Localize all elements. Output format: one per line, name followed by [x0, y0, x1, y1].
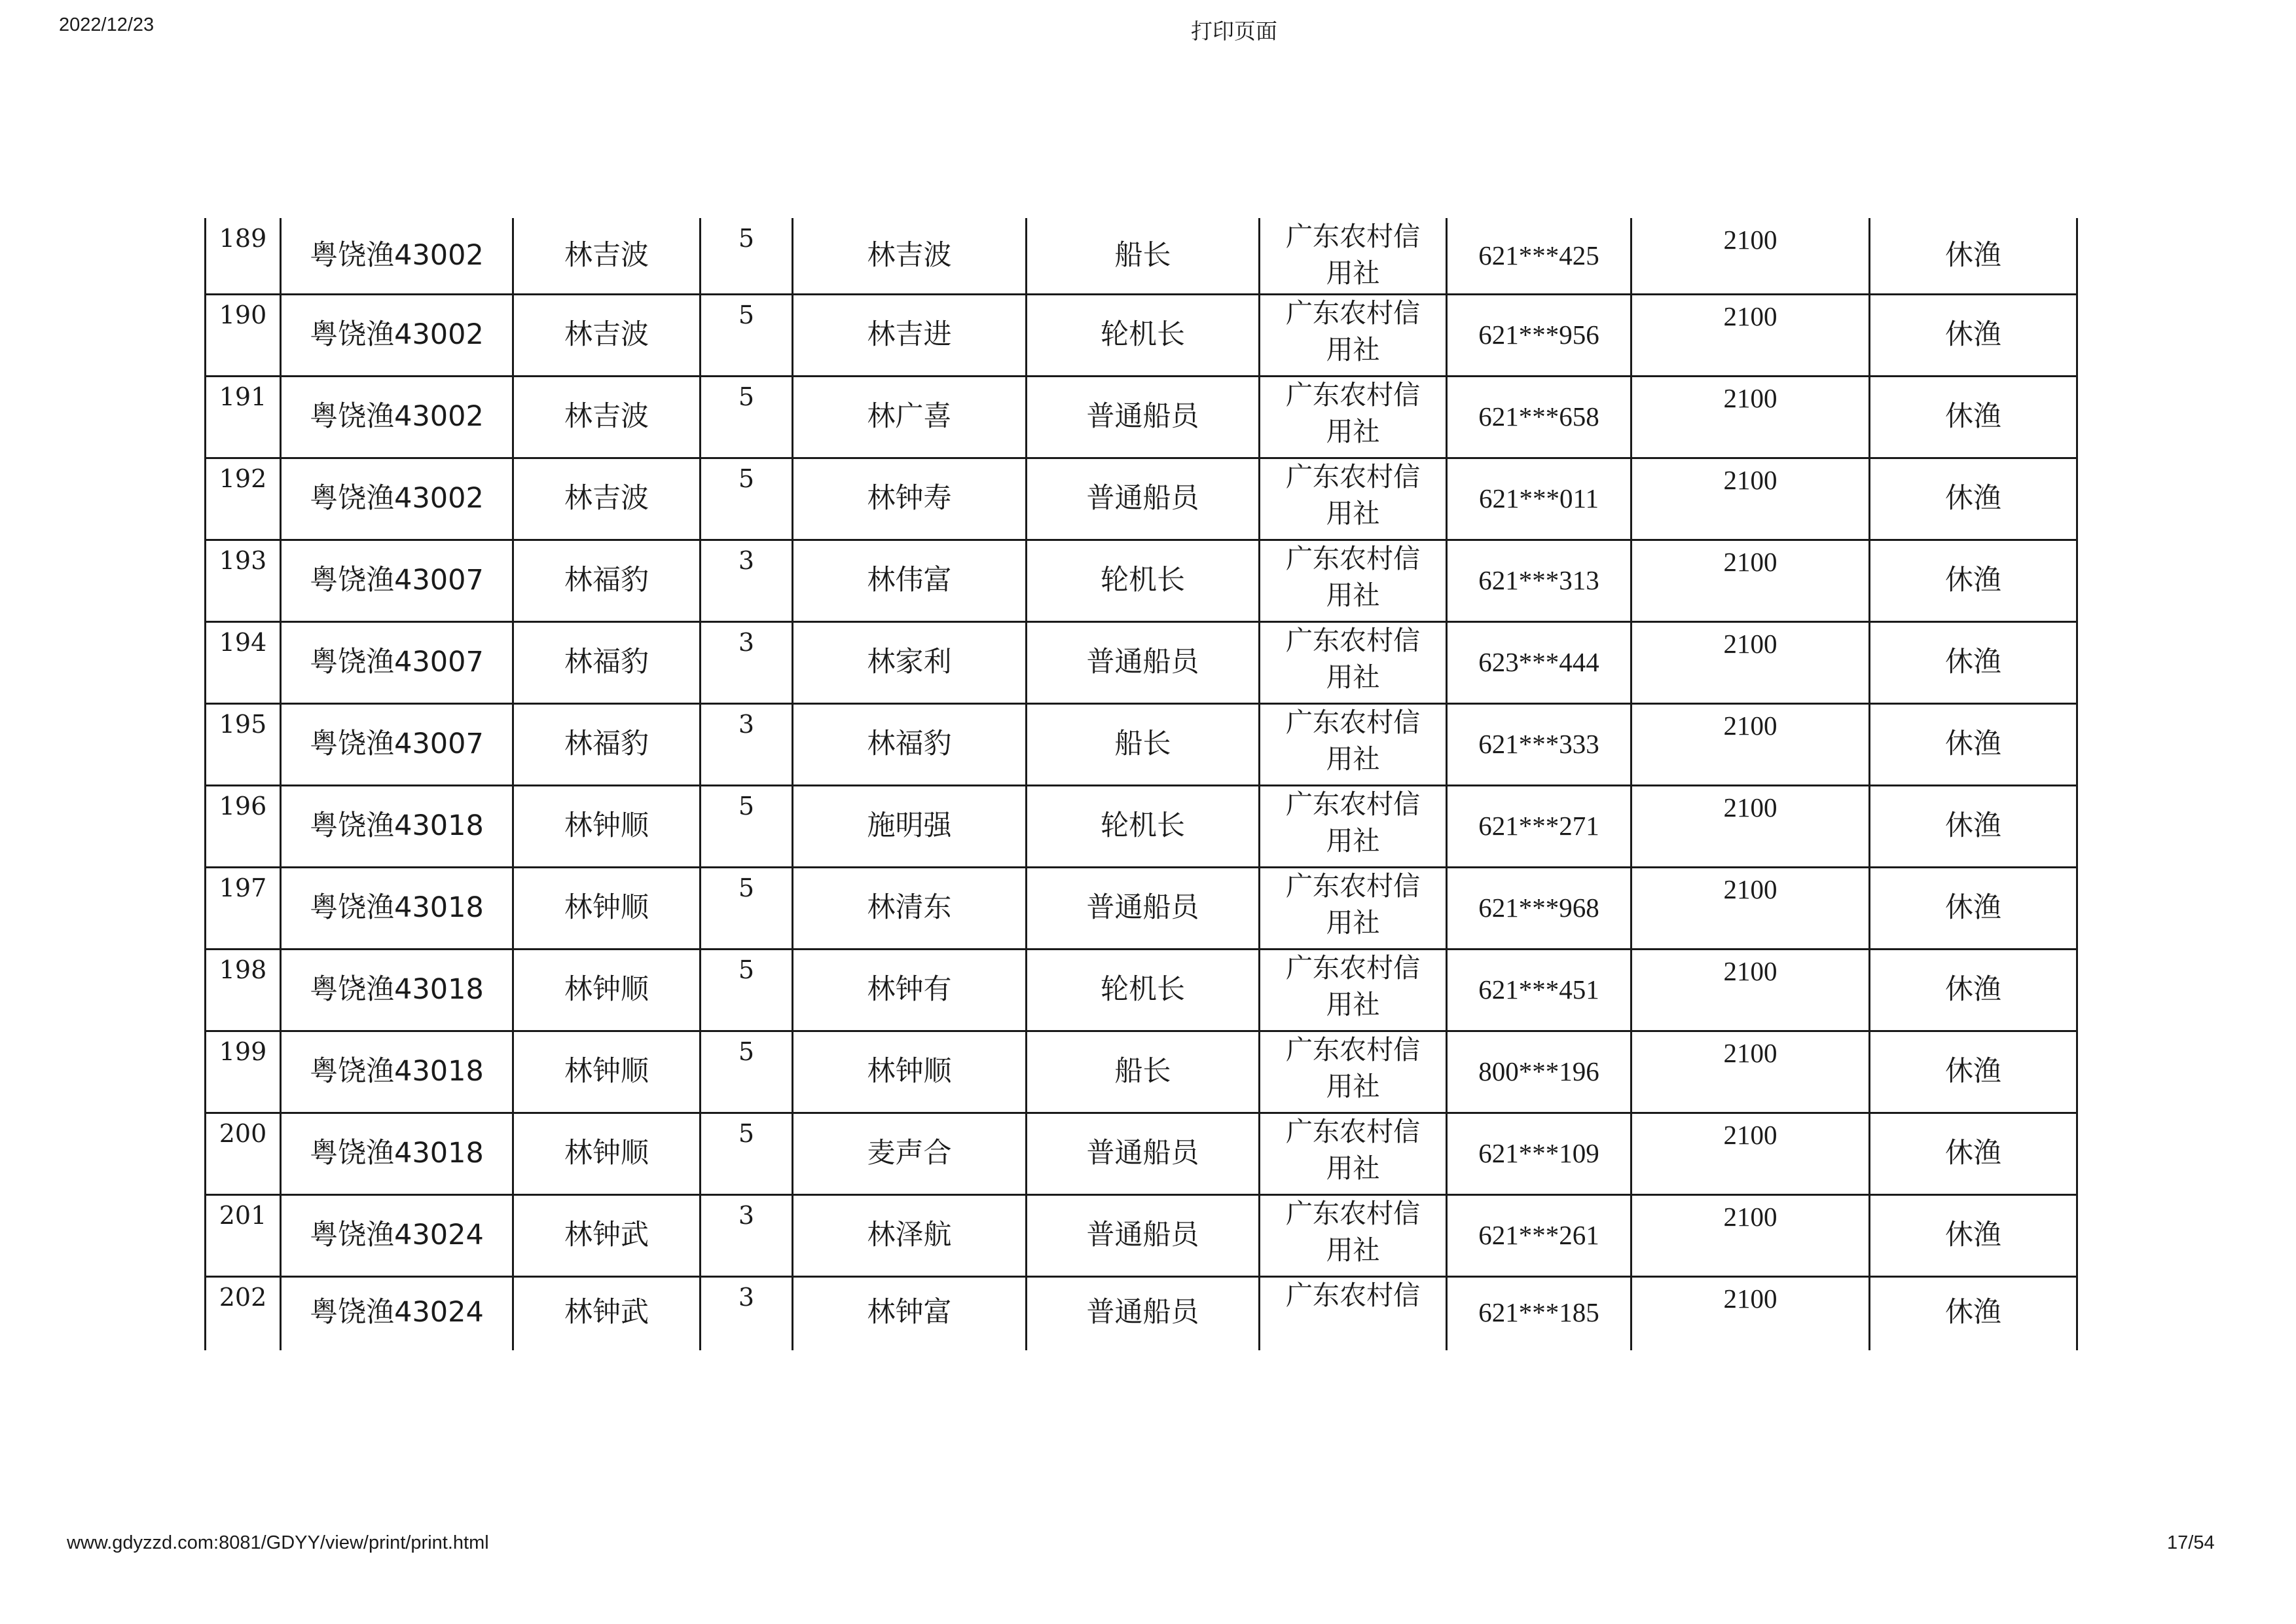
bank-name: 广东农村信用社 [1286, 1116, 1420, 1184]
cell-grade: 5 [738, 464, 755, 493]
bank-name: 广东农村信用社 [1286, 1198, 1420, 1266]
cell-amount: 2100 [1723, 225, 1777, 255]
cell-owner: 林钟顺 [564, 1054, 649, 1088]
table-row [0, 540, 2296, 622]
cell-account: 621***425 [1478, 240, 1599, 270]
cell-grade: 3 [738, 628, 755, 657]
cell-vessel: 粤饶渔43002 [310, 238, 484, 272]
cell-grade: 5 [738, 955, 755, 984]
cell-amount: 2100 [1723, 1202, 1777, 1232]
cell-amount: 2100 [1723, 1120, 1777, 1150]
cell-post: 轮机长 [1101, 318, 1185, 351]
cell-owner: 林钟顺 [564, 809, 649, 842]
cell-account: 621***109 [1478, 1137, 1599, 1168]
cell-bank [1260, 622, 1446, 703]
table-row [0, 868, 2296, 950]
cell-amount: 2100 [1723, 710, 1777, 741]
cell-post: 普通船员 [1086, 481, 1199, 515]
cell-type: 休渔 [1945, 1296, 2001, 1329]
cell-owner: 林吉波 [564, 399, 649, 433]
cell-account: 621***271 [1478, 810, 1599, 841]
cell-name: 林伟富 [867, 563, 952, 597]
cell-no: 193 [219, 546, 267, 575]
table-row [0, 786, 2296, 868]
cell-grade: 5 [738, 792, 755, 821]
bank-name: 广东农村信用社 [1286, 221, 1420, 289]
cell-grade: 5 [738, 224, 755, 253]
cell-account: 621***333 [1478, 728, 1599, 759]
page-number: 17/54 [2167, 1532, 2215, 1553]
cell-grade: 5 [738, 301, 755, 329]
cell-no: 192 [219, 464, 267, 493]
cell-bank [1260, 218, 1446, 293]
cell-type: 休渔 [1945, 727, 2001, 760]
cell-post: 普通船员 [1086, 891, 1199, 924]
cell-bank [1260, 540, 1446, 621]
page-url: www.gdyzzd.com:8081/GDYY/view/print/print.html [67, 1532, 489, 1553]
cell-post: 轮机长 [1101, 972, 1185, 1006]
cell-vessel: 粤饶渔43018 [310, 1054, 484, 1088]
cell-amount: 2100 [1723, 956, 1777, 986]
cell-name: 林吉进 [867, 318, 952, 351]
bank-name: 广东农村信用社 [1286, 707, 1420, 775]
bank-name: 广东农村信用社 [1286, 870, 1420, 938]
cell-account: 621***658 [1478, 401, 1599, 432]
cell-owner: 林福豹 [564, 645, 649, 678]
cell-vessel: 粤饶渔43018 [310, 891, 484, 924]
table-row [0, 1195, 2296, 1277]
bank-name: 广东农村信用社 [1286, 625, 1420, 693]
bank-name: 广东农村信用社 [1286, 1034, 1420, 1102]
bank-name: 广东农村信用社 [1286, 379, 1420, 447]
cell-vessel: 粤饶渔43018 [310, 972, 484, 1006]
cell-amount: 2100 [1723, 792, 1777, 822]
cell-type: 休渔 [1945, 399, 2001, 433]
cell-vessel: 粤饶渔43024 [310, 1218, 484, 1251]
cell-account: 621***968 [1478, 892, 1599, 923]
cell-grade: 3 [738, 1283, 755, 1312]
cell-name: 林泽航 [867, 1218, 952, 1251]
cell-name: 林广喜 [867, 399, 952, 433]
cell-type: 休渔 [1945, 481, 2001, 515]
cell-vessel: 粤饶渔43024 [310, 1296, 484, 1329]
table-row [0, 1031, 2296, 1113]
cell-grade: 3 [738, 710, 755, 739]
table-row [0, 950, 2296, 1031]
cell-post: 轮机长 [1101, 809, 1185, 842]
cell-vessel: 粤饶渔43007 [310, 645, 484, 678]
cell-type: 休渔 [1945, 1218, 2001, 1251]
cell-grade: 5 [738, 382, 755, 411]
cell-grade: 3 [738, 1201, 755, 1230]
cell-grade: 5 [738, 874, 755, 902]
table-row [0, 1113, 2296, 1195]
cell-no: 197 [219, 874, 267, 902]
bank-name: 广东农村信 [1286, 1280, 1420, 1311]
cell-no: 191 [219, 382, 267, 411]
cell-name: 林福豹 [867, 727, 952, 760]
cell-owner: 林福豹 [564, 563, 649, 597]
cell-owner: 林吉波 [564, 318, 649, 351]
cell-name: 林清东 [867, 891, 952, 924]
bank-name: 广东农村信用社 [1286, 952, 1420, 1020]
cell-account: 800***196 [1478, 1056, 1599, 1086]
cell-type: 休渔 [1945, 645, 2001, 678]
cell-no: 199 [219, 1037, 267, 1066]
cell-post: 普通船员 [1086, 1136, 1199, 1170]
cell-no: 189 [219, 224, 267, 253]
cell-type: 休渔 [1945, 972, 2001, 1006]
cell-vessel: 粤饶渔43007 [310, 563, 484, 597]
cell-owner: 林福豹 [564, 727, 649, 760]
cell-no: 195 [219, 710, 267, 739]
cell-bank [1260, 1031, 1446, 1112]
print-date: 2022/12/23 [59, 14, 155, 35]
cell-name: 林钟寿 [867, 481, 952, 515]
cell-bank [1260, 295, 1446, 375]
cell-no: 190 [219, 301, 267, 329]
bank-name: 广东农村信用社 [1286, 297, 1420, 365]
cell-account: 621***451 [1478, 974, 1599, 1005]
cell-vessel: 粤饶渔43018 [310, 809, 484, 842]
cell-bank [1260, 950, 1446, 1030]
cell-post: 普通船员 [1086, 645, 1199, 678]
cell-no: 202 [219, 1283, 267, 1312]
table-row [0, 458, 2296, 540]
cell-vessel: 粤饶渔43002 [310, 481, 484, 515]
table-row [0, 377, 2296, 458]
cell-post: 普通船员 [1086, 399, 1199, 433]
cell-account: 621***956 [1478, 319, 1599, 350]
cell-owner: 林钟武 [564, 1218, 649, 1251]
cell-owner: 林吉波 [564, 481, 649, 515]
cell-vessel: 粤饶渔43002 [310, 399, 484, 433]
table-row [0, 1277, 2296, 1350]
cell-account: 623***444 [1478, 646, 1599, 677]
cell-name: 麦声合 [867, 1136, 952, 1170]
cell-grade: 3 [738, 546, 755, 575]
cell-no: 200 [219, 1119, 267, 1148]
cell-bank [1260, 377, 1446, 457]
cell-type: 休渔 [1945, 1054, 2001, 1088]
cell-amount: 2100 [1723, 1283, 1777, 1314]
cell-owner: 林钟武 [564, 1296, 649, 1329]
cell-type: 休渔 [1945, 563, 2001, 597]
cell-amount: 2100 [1723, 547, 1777, 577]
cell-bank [1260, 786, 1446, 866]
cell-amount: 2100 [1723, 629, 1777, 659]
cell-account: 621***261 [1478, 1219, 1599, 1250]
bank-name: 广东农村信用社 [1286, 543, 1420, 611]
cell-name: 林吉波 [867, 238, 952, 272]
bank-name: 广东农村信用社 [1286, 788, 1420, 857]
cell-bank [1260, 704, 1446, 784]
cell-no: 196 [219, 792, 267, 821]
cell-post: 普通船员 [1086, 1296, 1199, 1329]
cell-bank [1260, 1277, 1446, 1349]
cell-post: 船长 [1114, 238, 1171, 272]
cell-post: 船长 [1114, 727, 1171, 760]
cell-account: 621***313 [1478, 564, 1599, 595]
cell-amount: 2100 [1723, 301, 1777, 331]
cell-vessel: 粤饶渔43018 [310, 1136, 484, 1170]
cell-no: 194 [219, 628, 267, 657]
cell-post: 轮机长 [1101, 563, 1185, 597]
cell-type: 休渔 [1945, 891, 2001, 924]
cell-post: 船长 [1114, 1054, 1171, 1088]
cell-type: 休渔 [1945, 238, 2001, 272]
table-row [0, 295, 2296, 377]
cell-owner: 林钟顺 [564, 1136, 649, 1170]
cell-name: 林钟顺 [867, 1054, 952, 1088]
cell-amount: 2100 [1723, 1038, 1777, 1068]
cell-bank [1260, 1195, 1446, 1276]
cell-name: 施明强 [867, 809, 952, 842]
cell-amount: 2100 [1723, 383, 1777, 413]
cell-account: 621***185 [1478, 1297, 1599, 1328]
cell-owner: 林钟顺 [564, 972, 649, 1006]
cell-type: 休渔 [1945, 318, 2001, 351]
cell-amount: 2100 [1723, 874, 1777, 904]
cell-bank [1260, 1113, 1446, 1194]
cell-grade: 5 [738, 1037, 755, 1066]
cell-name: 林钟富 [867, 1296, 952, 1329]
table-row [0, 622, 2296, 704]
cell-type: 休渔 [1945, 809, 2001, 842]
cell-no: 198 [219, 955, 267, 984]
cell-grade: 5 [738, 1119, 755, 1148]
table-row [0, 218, 2296, 295]
cell-bank [1260, 868, 1446, 948]
cell-amount: 2100 [1723, 465, 1777, 495]
cell-owner: 林吉波 [564, 238, 649, 272]
table-row [0, 704, 2296, 786]
cell-vessel: 粤饶渔43002 [310, 318, 484, 351]
page-title: 打印页面 [1191, 18, 1277, 44]
bank-name: 广东农村信用社 [1286, 461, 1420, 529]
cell-name: 林家利 [867, 645, 952, 678]
cell-bank [1260, 458, 1446, 539]
cell-post: 普通船员 [1086, 1218, 1199, 1251]
cell-account: 621***011 [1479, 483, 1599, 513]
cell-no: 201 [219, 1201, 267, 1230]
cell-name: 林钟有 [867, 972, 952, 1006]
cell-vessel: 粤饶渔43007 [310, 727, 484, 760]
cell-type: 休渔 [1945, 1136, 2001, 1170]
cell-owner: 林钟顺 [564, 891, 649, 924]
